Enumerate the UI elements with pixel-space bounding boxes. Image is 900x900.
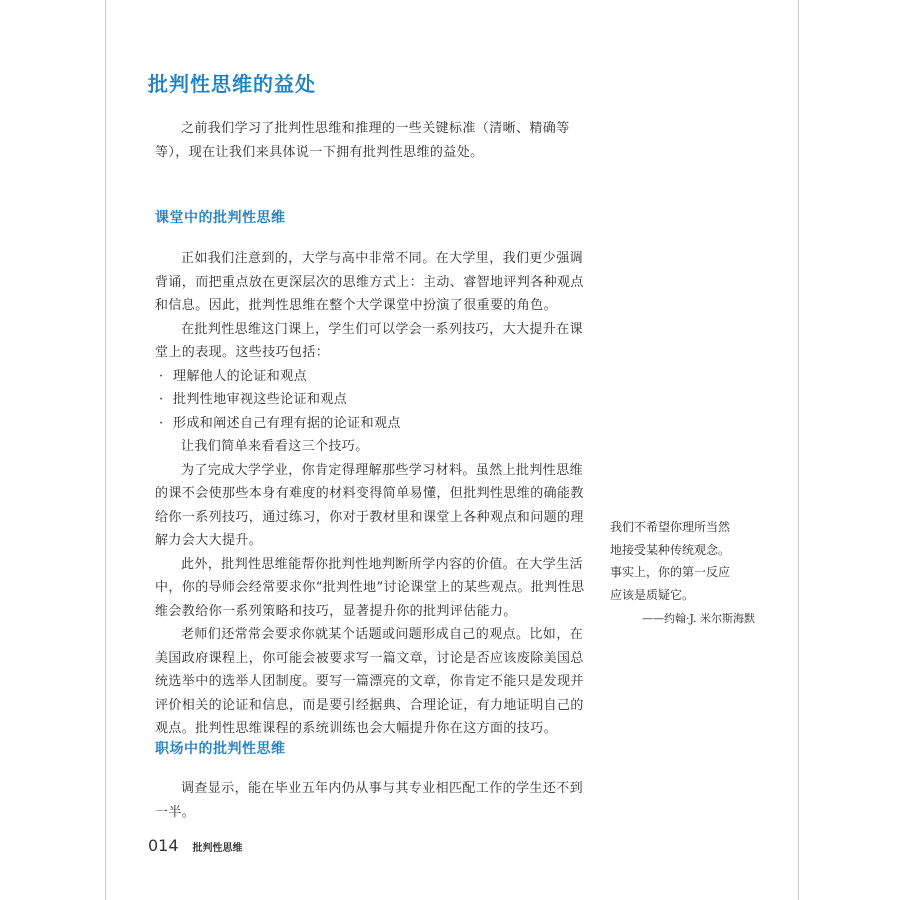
bullet-mark: · [159,368,164,384]
sidebar-quote [610,516,755,631]
section-heading-workplace: 职场中的批判性思维 [155,741,286,757]
running-title: 批判性思维 [192,843,243,854]
paragraph: 老师们还常常会要求你就某个话题或问题形成自己的观点。比如，在美国政府课程上，你可能会被要求写一篇文章，讨论是否应该废除美国总统选举中的选举人团制度。要写一篇漂亮的文章，你肯定不能只是发现并评价相关的论证和信息，而是要引经据典、合理论证，有力地证明自己的观点。批判性思维课程的系统训练也会大幅提升你在这方面的技巧。 [155,627,584,736]
quote-line: 应该是质疑它。 [610,587,695,602]
page-title: 批判性思维的益处 [148,72,316,96]
paragraph: 让我们简单来看看这三个技巧。 [181,439,369,454]
paragraph: 为了完成大学学业，你肯定得理解那些学习材料。虽然上批判性思维的课不会使那些本身有难度的材料变得简单易懂，但批判性思维的确能教给你一系列技巧，通过练习，你对于教材里和课堂上各种观点和问题的理解力会大大提升。 [155,462,584,548]
workplace-section-body [155,777,595,824]
page-number: 014 [148,836,179,855]
paragraph: 正如我们注意到的，大学与高中非常不同。在大学里，我们更少强调背诵，而把重点放在更深层次的思维方式上：主动、睿智地评判各种观点和信息。因此，批判性思维在整个大学课堂中扮演了很重要的角色。 [155,251,584,313]
bullet-mark: · [159,392,164,407]
list-item-text: 形成和阐述自己有理有据的论证和观点 [173,415,401,431]
quote-attribution: ——约翰·J. 米尔斯海默 [641,612,755,625]
list-item [155,412,595,436]
list-item-text: 批判性地审视这些论证和观点 [173,392,348,407]
bullet-mark: · [159,415,164,431]
section-heading-classroom: 课堂中的批判性思维 [155,210,286,226]
quote-line: 我们不希望你理所当然 [610,520,731,534]
list-item [155,388,595,412]
quote-line: 事实上，你的第一反应 [610,565,731,579]
list-item [155,365,595,389]
classroom-section-body [155,247,595,741]
intro-paragraph: 之前我们学习了批判性思维和推理的一些关键标准（清晰、精确等等），现在让我们来具体说一下拥有批判性思维的益处。 [155,121,570,160]
paragraph: 调查显示，能在毕业五年内仍从事与其专业相匹配工作的学生还不到一半。 [155,781,584,820]
list-item-text: 理解他人的论证和观点 [173,368,308,384]
quote-line: 地接受某种传统观念。 [610,542,731,557]
paragraph: 此外，批判性思维能帮你批判性地判断所学内容的价值。在大学生活中，你的导师会经常要求你“批判性地”讨论课堂上的某些观点。批判性思维会教给你一系列策略和技巧，显著提升你的批判评估能力。 [155,556,585,619]
page-footer [148,836,243,855]
intro-block [155,117,595,164]
paragraph: 在批判性思维这门课上，学生们可以学会一系列技巧，大大提升在课堂上的表现。这些技巧包括： [155,321,584,360]
